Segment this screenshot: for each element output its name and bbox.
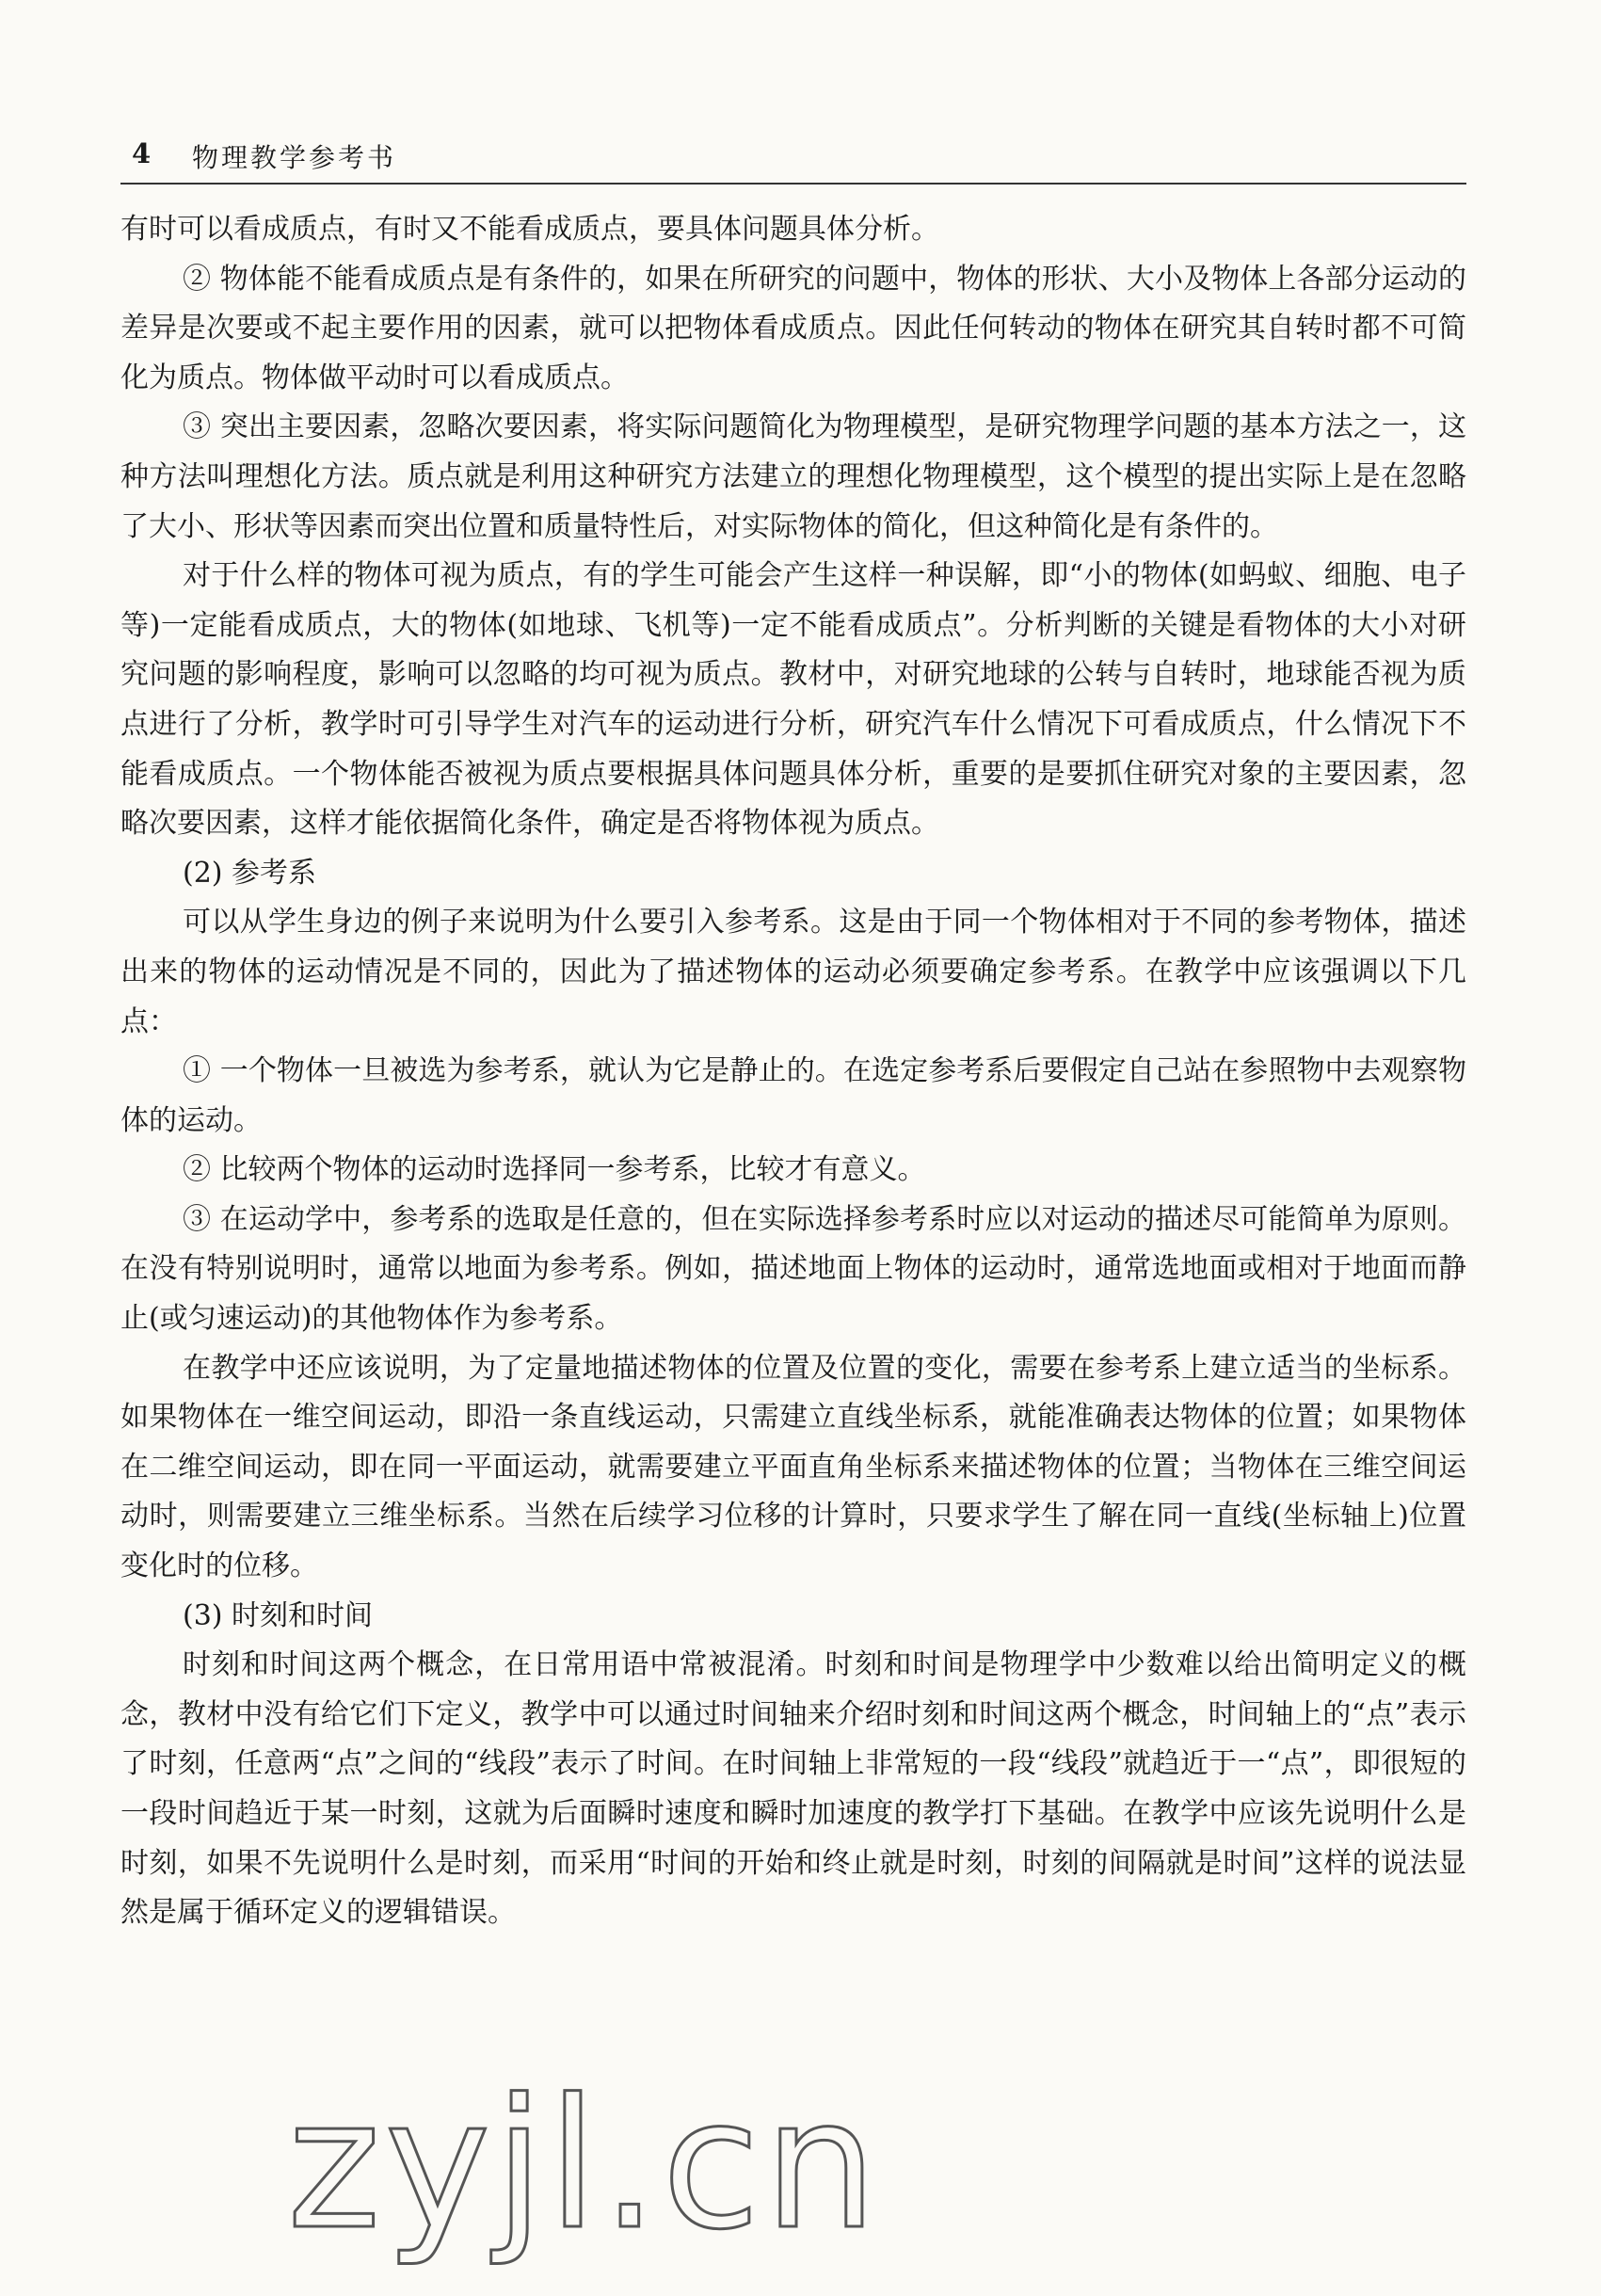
paragraph: ② 比较两个物体的运动时选择同一参考系，比较才有意义。 (183, 1153, 926, 1187)
paragraph: ③ 在运动学中，参考系的选取是任意的，但在实际选择参考系时应以对运动的描述尽可能简单为原则。在没有特别说明时，通常以地面为参考系。例如，描述地面上物体的运动时，通常选地面或相对于地面而静止(或匀速运动)的其他物体作为参考系。 (120, 1202, 1466, 1336)
paragraph: 时刻和时间这两个概念，在日常用语中常被混淆。时刻和时间是物理学中少数难以给出简明定义的概念，教材中没有给它们下定义，教学中可以通过时间轴来介绍时刻和时间这两个概念，时间轴上的“点”表示了时刻，任意两“点”之间的“线段”表示了时间。在时间轴上非常短的一段“线段”就趋近于一“点”，即很短的一段时间趋近于某一时刻，这就为后面瞬时速度和瞬时加速度的教学打下基础。在教学中应该先说明什么是时刻，如果不先说明什么是时刻，而采用“时间的开始和终止就是时刻，时刻的间隔就是时间”这样的说法显然是属于循环定义的逻辑错误。 (120, 1648, 1466, 1930)
paragraph: 可以从学生身边的例子来说明为什么要引入参考系。这是由于同一个物体相对于不同的参考物体，描述出来的物体的运动情况是不同的，因此为了描述物体的运动必须要确定参考系。在教学中应该强调以下几点： (120, 906, 1466, 1038)
paragraph: 有时可以看成质点，有时又不能看成质点，要具体问题具体分析。 (120, 213, 939, 246)
watermark: zyjl.cn (287, 2061, 882, 2269)
paragraph: 在教学中还应该说明，为了定量地描述物体的位置及位置的变化，需要在参考系上建立适当的坐标系。如果物体在一维空间运动，即沿一条直线运动，只需建立直线坐标系，就能准确表达物体的位置；如果物体在二维空间运动，即在同一平面运动，就需要建立平面直角坐标系来描述物体的位置；当物体在三维空间运动时，则需要建立三维坐标系。当然在后续学习位移的计算时，只要求学生了解在同一直线(坐标轴上)位置变化时的位移。 (120, 1351, 1466, 1583)
page-number: 4 (132, 137, 152, 169)
section-heading: (2) 参考系 (183, 856, 317, 890)
body-text (120, 205, 1466, 1938)
paragraph: ② 物体能不能看成质点是有条件的，如果在所研究的问题中，物体的形状、大小及物体上各部分运动的差异是次要或不起主要作用的因素，就可以把物体看成质点。因此任何转动的物体在研究其自转时都不可简化为质点。物体做平动时可以看成质点。 (120, 262, 1466, 394)
paragraph: ① 一个物体一旦被选为参考系，就认为它是静止的。在选定参考系后要假定自己站在参照物中去观察物体的运动。 (120, 1054, 1466, 1137)
page-header (120, 134, 1466, 185)
paragraph: ③ 突出主要因素，忽略次要因素，将实际问题简化为物理模型，是研究物理学问题的基本方法之一，这种方法叫理想化方法。质点就是利用这种研究方法建立的理想化物理模型，这个模型的提出实际上是在忽略了大小、形状等因素而突出位置和质量特性后，对实际物体的简化，但这种简化是有条件的。 (120, 410, 1466, 543)
paragraph: 对于什么样的物体可视为质点，有的学生可能会产生这样一种误解，即“小的物体(如蚂蚁、细胞、电子等)一定能看成质点，大的物体(如地球、飞机等)一定不能看成质点”。分析判断的关键是看物体的大小对研究问题的影响程度，影响可以忽略的均可视为质点。教材中，对研究地球的公转与自转时，地球能否视为质点进行了分析，教学时可引导学生对汽车的运动进行分析，研究汽车什么情况下可看成质点，什么情况下不能看成质点。一个物体能否被视为质点要根据具体问题具体分析，重要的是要抓住研究对象的主要因素，忽略次要因素，这样才能依据简化条件，确定是否将物体视为质点。 (120, 559, 1466, 841)
section-heading: (3) 时刻和时间 (183, 1598, 374, 1632)
book-title: 物理教学参考书 (192, 142, 397, 173)
